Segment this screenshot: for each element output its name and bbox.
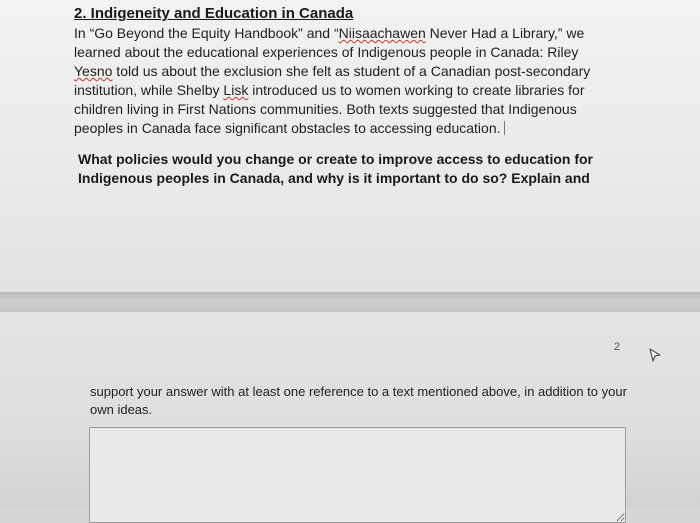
spellcheck-word-lisk: Lisk — [223, 82, 249, 98]
answer-textbox[interactable] — [89, 427, 626, 523]
intro-text-part2: Never Had a Library,” we learned about the educational experiences of Indigenous people in Canada: Riley — [74, 25, 585, 60]
intro-text-part3: told us about the exclusion she felt as student of a Canadian post-secondary institution, while Shelby — [74, 63, 591, 98]
intro-text-part4: introduced us to women working to create libraries for children living in First Nations communities. Both texts suggested that Indigenous peoples in Canada face significant obstacles to accessing education. — [74, 82, 585, 136]
text-cursor — [504, 121, 505, 135]
spellcheck-word-yesno: Yesno — [74, 63, 113, 79]
intro-paragraph — [74, 24, 614, 138]
question-text: What policies would you change or create to improve access to education for Indigenous peoples in Canada, and why is it important to do so? Explain and — [78, 151, 593, 186]
question-continuation: support your answer with at least one reference to a text mentioned above, in addition to your own ideas. — [90, 384, 627, 417]
page-break-divider — [0, 292, 700, 312]
intro-text-part1: In “Go Beyond the Equity Handbook” and “ — [74, 25, 339, 41]
section-heading: 2. Indigeneity and Education in Canada — [74, 5, 354, 22]
page-number: 2 — [614, 341, 621, 353]
spellcheck-word-niisaachawen: Niisaachawen — [338, 25, 426, 41]
mouse-pointer-icon — [648, 348, 662, 362]
